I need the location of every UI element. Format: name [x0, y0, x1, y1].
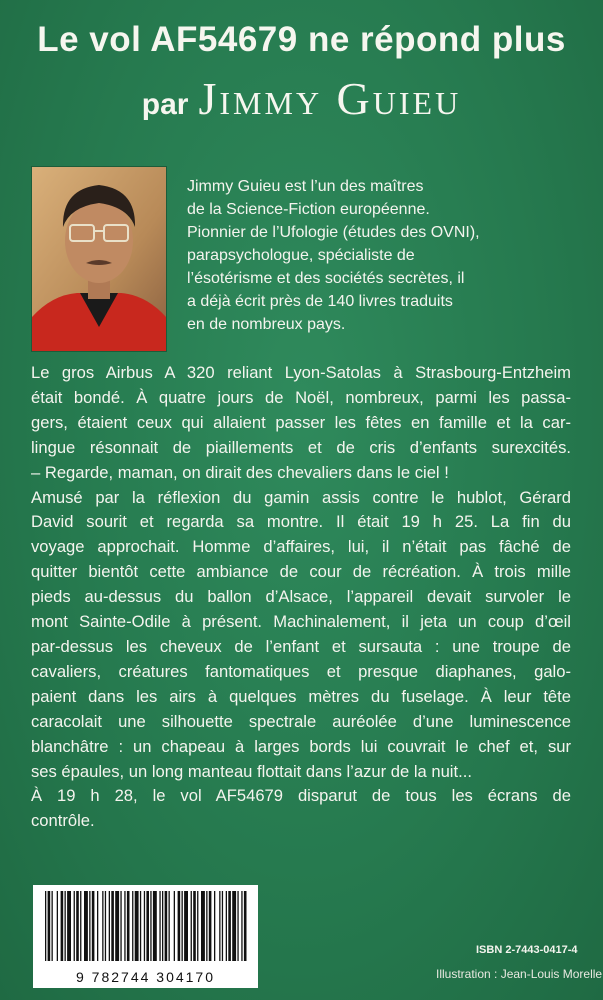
author-prefix: par — [141, 88, 189, 121]
barcode-bar — [209, 891, 212, 961]
barcode — [33, 885, 258, 988]
book-title: Le vol AF54679 ne répond plus — [37, 20, 566, 59]
synopsis-line: voyage approchait. Homme d’affaires, lui, il n’était pas fâché de — [31, 537, 571, 557]
synopsis-line: À 19 h 28, le vol AF54679 disparut de tous les écrans de — [31, 786, 571, 806]
synopsis-line: lingue résonnait de piaillements et de cris d’enfants surexcités. — [31, 437, 571, 457]
synopsis-line: cavaliers, créatures fantomatiques et presque diaphanes, galo- — [31, 661, 571, 681]
bio-line: a déjà écrit près de 140 livres traduits — [187, 293, 453, 310]
barcode-bar — [89, 891, 90, 961]
barcode-bar — [244, 891, 247, 961]
barcode-bar — [165, 891, 168, 961]
barcode-bar — [162, 891, 163, 961]
barcode-bar — [105, 891, 106, 961]
synopsis-line: caracolait une silhouette spectrale auréolée d’une luminescence — [31, 711, 571, 731]
synopsis-line: ses épaules, un long manteau flottait dans l’azur de la nuit... — [31, 761, 472, 781]
synopsis-line: contrôle. — [31, 811, 95, 831]
synopsis-line: pieds au-dessus du ballon d’Alsace, l’appareil devait survoler le — [31, 587, 571, 607]
barcode-bar — [201, 891, 205, 961]
synopsis-line: David sourit et regarda sa montre. Il était 19 h 25. La fin du — [31, 512, 571, 532]
barcode-bar — [144, 891, 145, 961]
barcode-bar — [45, 891, 46, 961]
synopsis-line: mont Sainte-Odile à présent. Machinalement, il jeta un coup d’œil — [31, 612, 571, 632]
synopsis-line: était bondé. À quatre jours de Noël, nombreux, parmi les passa- — [31, 387, 571, 407]
barcode-bar — [111, 891, 114, 961]
barcode-bar — [74, 891, 75, 961]
barcode-bar — [222, 891, 223, 961]
barcode-bar — [174, 891, 175, 961]
synopsis-line: blanchâtre : un chapeau à larges bords lui couvrait le chef et, sur — [31, 736, 571, 756]
barcode-bar — [219, 891, 220, 961]
isbn: ISBN 2-7443-0417-4 — [476, 944, 578, 956]
barcode-bar — [92, 891, 95, 961]
barcode-bar — [153, 891, 157, 961]
barcode-bar — [84, 891, 88, 961]
barcode-bar — [237, 891, 238, 961]
bio-line: Jimmy Guieu est l’un des maîtres — [187, 178, 424, 195]
synopsis-line: Amusé par la réflexion du gamin assis contre le hublot, Gérard — [31, 487, 571, 507]
synopsis-line: quitter bientôt cette ambiance de cour de récréation. À trois mille — [31, 562, 571, 582]
barcode-bar — [65, 891, 66, 961]
barcode-bar — [214, 891, 215, 961]
synopsis-line: – Regarde, maman, on dirait des chevaliers dans le ciel ! — [31, 462, 449, 482]
barcode-bar — [241, 891, 242, 961]
barcode-bar — [191, 891, 192, 961]
barcode-bar — [184, 891, 188, 961]
synopsis-line: Le gros Airbus A 320 reliant Lyon-Satolas à Strasbourg-Entzheim — [31, 363, 571, 382]
barcode-bar — [193, 891, 196, 961]
bio-line: en de nombreux pays. — [187, 316, 346, 333]
synopsis-line: gers, étaient ceux qui allaient passer les fêtes en famille et la car- — [31, 412, 571, 432]
synopsis — [31, 361, 571, 834]
author-line — [0, 72, 603, 125]
barcode-bar — [197, 891, 198, 961]
bio-line: Pionnier de l’Ufologie (études des OVNI), — [187, 224, 480, 241]
barcode-bar — [206, 891, 207, 961]
barcode-bar — [150, 891, 151, 961]
barcode-bar — [132, 891, 133, 961]
barcode-bar — [226, 891, 227, 961]
barcode-bar — [61, 891, 64, 961]
synopsis-line: par-dessus les cheveux de l’enfant et sursauta : une troupe de — [31, 636, 571, 656]
barcode-bar — [67, 891, 71, 961]
barcode-bar — [76, 891, 79, 961]
barcode-bar — [146, 891, 149, 961]
barcode-bar — [159, 891, 160, 961]
barcode-bar — [57, 891, 58, 961]
author-bio — [187, 175, 587, 336]
barcode-bar — [169, 891, 170, 961]
illustration-credit: Illustration : Jean-Louis Morelle — [436, 967, 603, 981]
barcode-bar — [52, 891, 53, 961]
barcode-bar — [135, 891, 139, 961]
barcode-bars — [43, 891, 248, 961]
barcode-bar — [102, 891, 103, 961]
barcode-bar — [182, 891, 183, 961]
barcode-bar — [228, 891, 231, 961]
bio-line: l’ésotérisme et des sociétés secrètes, il — [187, 270, 465, 287]
barcode-bar — [109, 891, 110, 961]
barcode-digits: 9 782744 304170 — [76, 969, 215, 985]
barcode-bar — [115, 891, 119, 961]
bio-line: parapsychologue, spécialiste de — [187, 247, 415, 264]
barcode-bar — [127, 891, 130, 961]
barcode-bar — [120, 891, 121, 961]
barcode-bar — [97, 891, 98, 961]
bio-line: de la Science-Fiction européenne. — [187, 201, 430, 218]
barcode-bar — [140, 891, 141, 961]
synopsis-line: paient dans les airs à quelques mètres du fuselage. À leur tête — [31, 686, 571, 706]
author-name: Jimmy Guieu — [198, 73, 462, 124]
barcode-bar — [80, 891, 81, 961]
barcode-bar — [48, 891, 51, 961]
author-photo — [31, 166, 167, 352]
barcode-bar — [124, 891, 125, 961]
barcode-bar — [178, 891, 181, 961]
barcode-bar — [232, 891, 236, 961]
